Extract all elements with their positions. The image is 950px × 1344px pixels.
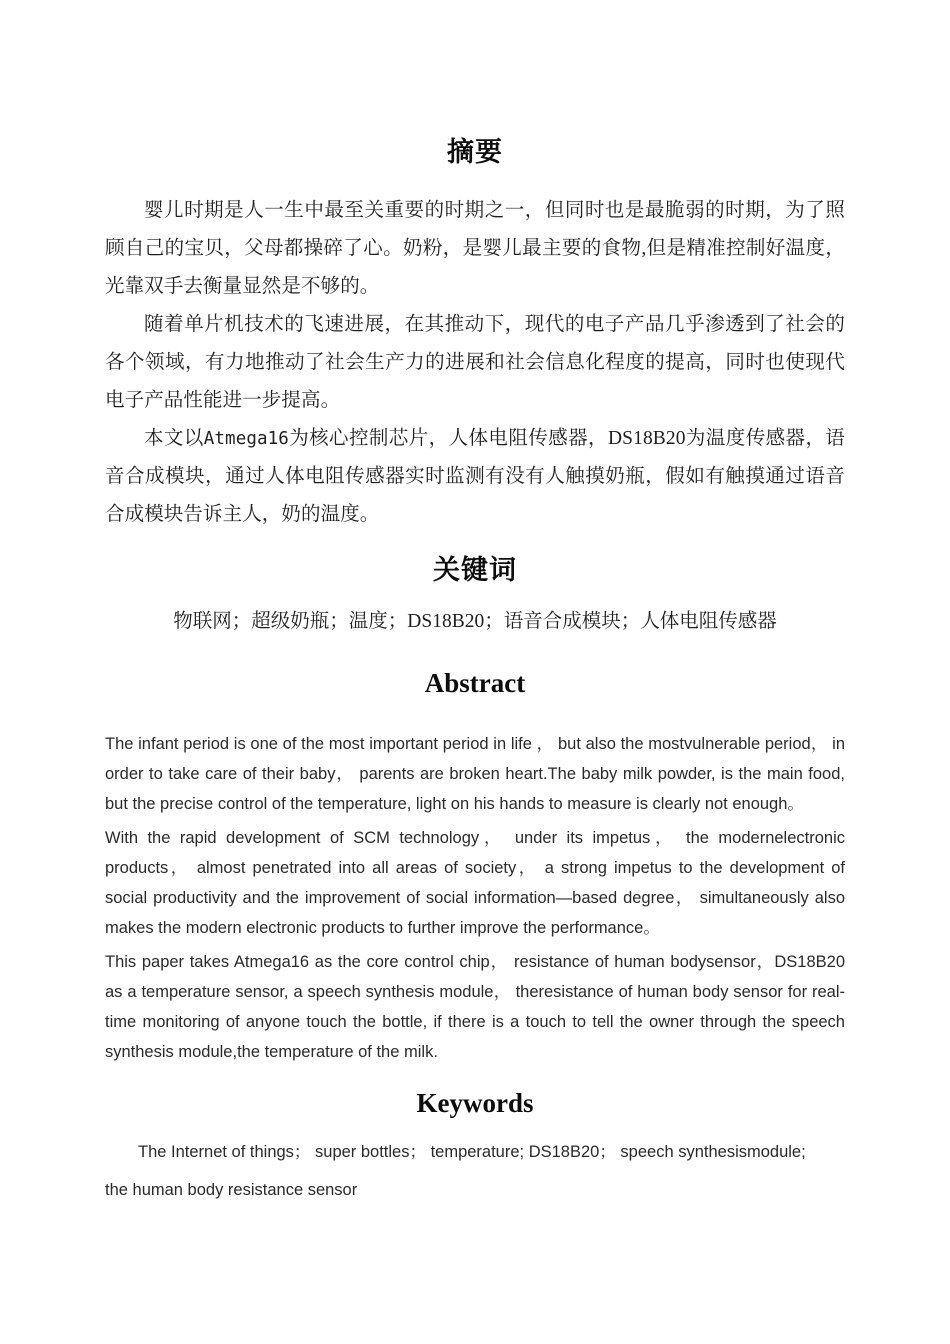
spacer bbox=[105, 699, 845, 729]
document-body bbox=[105, 0, 845, 1209]
keywords-en-line-1: The Internet of things； super bottles； temperature; DS18B20； speech synthesismodule; bbox=[138, 1142, 806, 1161]
keywords-cn-line: 物联网；超级奶瓶；温度；DS18B20；语音合成模块；人体电阻传感器 bbox=[173, 611, 777, 633]
spacer bbox=[105, 585, 845, 603]
keywords-en-heading: Keywords bbox=[416, 1088, 534, 1119]
abstract-cn-paragraph-3 bbox=[105, 420, 845, 534]
abstract-cn-p3-segment-1: 本文以 bbox=[144, 427, 204, 449]
spacer bbox=[105, 1067, 845, 1089]
abstract-cn-paragraph-1: 婴儿时期是人一生中最至关重要的时期之一，但同时也是最脆弱的时期，为了照顾自己的宝贝，父母都操碎了心。奶粉，是婴儿最主要的食物,但是精准控制好温度，光靠双手去衡量显然是不够的。 bbox=[105, 199, 845, 297]
abstract-en-paragraph-2: With the rapid development of SCM technology， under its impetus， the modernelectronic products， almost penetrated into all areas of society， a strong impetus to the development of social productivity and the improvement of social information—based degree， simultaneously also makes the modern electronic products to further improve the performance。 bbox=[105, 829, 845, 938]
spacer bbox=[105, 534, 845, 556]
keywords-en-line-2: the human body resistance sensor bbox=[105, 1180, 358, 1199]
abstract-cn-paragraph-2: 随着单片机技术的飞速进展，在其推动下，现代的电子产品几乎渗透到了社会的各个领域，有力地推动了社会生产力的进展和社会信息化程度的提高，同时也使现代电子产品性能进一步提高。 bbox=[105, 313, 845, 411]
abstract-en-paragraph-3: This paper takes Atmega16 as the core control chip， resistance of human bodysensor，DS18B20 as a temperature sensor, a speech synthesis module， theresistance of human body sensor for real-time monitoring of anyone touch the bottle, if there is a touch to tell the owner through the speech synthesis module,the temperature of the milk. bbox=[105, 953, 845, 1062]
spacer bbox=[105, 641, 845, 669]
abstract-cn-p3-segment-2: 为核心控制芯片，人体电阻传感器， bbox=[288, 427, 608, 449]
abstract-cn-p3-segment-3: 为温度传感器，语音合成模块，通过人体电阻传感器实时监测有没有人触摸奶瓶，假如有触摸通过语音合成模块告诉主人，奶的温度。 bbox=[105, 427, 845, 525]
abstract-cn-heading: 摘要 bbox=[447, 137, 503, 168]
abstract-en-paragraph-1: The infant period is one of the most important period in life ， but also the mostvulnerable period， in order to take care of their baby， parents are broken heart.The baby milk powder, is the main food, but the precise control of the temperature, light on his hands to measure is clearly not enough。 bbox=[105, 735, 845, 814]
spacer bbox=[105, 168, 845, 192]
abstract-cn-p3-sensor-ds18b20: DS18B20 bbox=[607, 427, 686, 449]
abstract-en-heading: Abstract bbox=[424, 668, 526, 699]
abstract-cn-p3-chip-atmega16: Atmega16 bbox=[203, 428, 289, 449]
spacer bbox=[105, 1119, 845, 1133]
keywords-cn-heading: 关键词 bbox=[433, 554, 517, 586]
